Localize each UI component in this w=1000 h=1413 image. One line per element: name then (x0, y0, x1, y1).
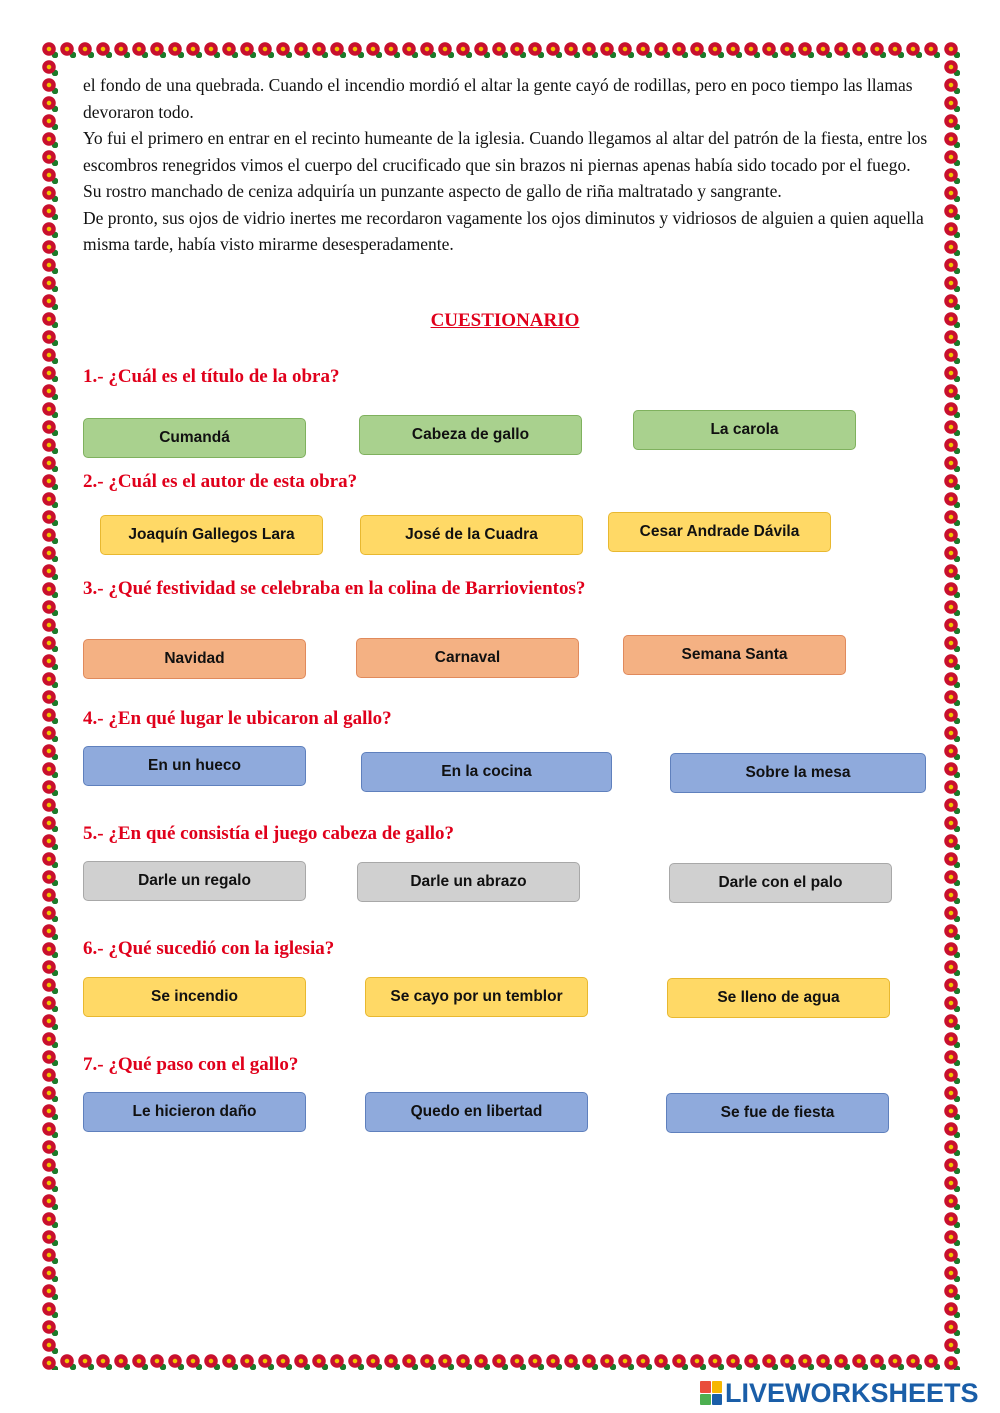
question-3: 3.- ¿Qué festividad se celebraba en la colina de Barriovientos? (83, 578, 586, 599)
q6-option-2[interactable]: Se cayo por un temblor (365, 977, 588, 1017)
story-paragraph-3: De pronto, sus ojos de vidrio inertes me recordaron vagamente los ojos diminutos y vidriosos de alguien a quien aquella misma tarde, había visto mirarme desesperadamente. (83, 207, 924, 254)
q3-option-2[interactable]: Carnaval (356, 638, 579, 678)
flower-border-left (40, 40, 58, 1370)
q2-option-3[interactable]: Cesar Andrade Dávila (608, 512, 831, 552)
flower-border-bottom (40, 1352, 960, 1370)
q5-option-2[interactable]: Darle un abrazo (357, 862, 580, 902)
question-5: 5.- ¿En qué consistía el juego cabeza de gallo? (83, 823, 455, 844)
q7-option-2[interactable]: Quedo en libertad (365, 1092, 588, 1132)
liveworksheets-logo-icon (700, 1381, 722, 1405)
questionnaire-title: CUESTIONARIO (430, 310, 580, 331)
story-text (83, 72, 933, 258)
q4-option-1[interactable]: En un hueco (83, 746, 306, 786)
q3-option-3[interactable]: Semana Santa (623, 635, 846, 675)
liveworksheets-logo (700, 1376, 979, 1410)
story-paragraph-1: el fondo de una quebrada. Cuando el incendio mordió el altar la gente cayó de rodillas, pero en poco tiempo las llamas devoraron todo. (83, 75, 913, 122)
q5-option-3[interactable]: Darle con el palo (669, 863, 892, 903)
question-1: 1.- ¿Cuál es el título de la obra? (83, 366, 340, 387)
q4-option-2[interactable]: En la cocina (361, 752, 612, 792)
question-7: 7.- ¿Qué paso con el gallo? (83, 1054, 299, 1075)
q1-option-1[interactable]: Cumandá (83, 418, 306, 458)
story-paragraph-2: Yo fui el primero en entrar en el recinto humeante de la iglesia. Cuando llegamos al altar del patrón de la fiesta, entre los escombros renegridos vimos el cuerpo del crucificado que sin brazos ni piernas apenas había sido tocado por el fuego. Su rostro manchado de ceniza adquiría un punzante aspecto de gallo de riña maltratado y sangrante. (83, 128, 928, 201)
q2-option-1[interactable]: Joaquín Gallegos Lara (100, 515, 323, 555)
question-4: 4.- ¿En qué lugar le ubicaron al gallo? (83, 708, 392, 729)
q7-option-1[interactable]: Le hicieron daño (83, 1092, 306, 1132)
q3-option-1[interactable]: Navidad (83, 639, 306, 679)
q6-option-3[interactable]: Se lleno de agua (667, 978, 890, 1018)
flower-border-right (942, 40, 960, 1370)
flower-border-top (40, 40, 960, 58)
question-6: 6.- ¿Qué sucedió con la iglesia? (83, 938, 335, 959)
q5-option-1[interactable]: Darle un regalo (83, 861, 306, 901)
liveworksheets-logo-text: LIVEWORKSHEETS (725, 1377, 979, 1408)
q1-option-3[interactable]: La carola (633, 410, 856, 450)
q6-option-1[interactable]: Se incendio (83, 977, 306, 1017)
q2-option-2[interactable]: José de la Cuadra (360, 515, 583, 555)
q4-option-3[interactable]: Sobre la mesa (670, 753, 926, 793)
q1-option-2[interactable]: Cabeza de gallo (359, 415, 582, 455)
question-2: 2.- ¿Cuál es el autor de esta obra? (83, 471, 358, 492)
q7-option-3[interactable]: Se fue de fiesta (666, 1093, 889, 1133)
